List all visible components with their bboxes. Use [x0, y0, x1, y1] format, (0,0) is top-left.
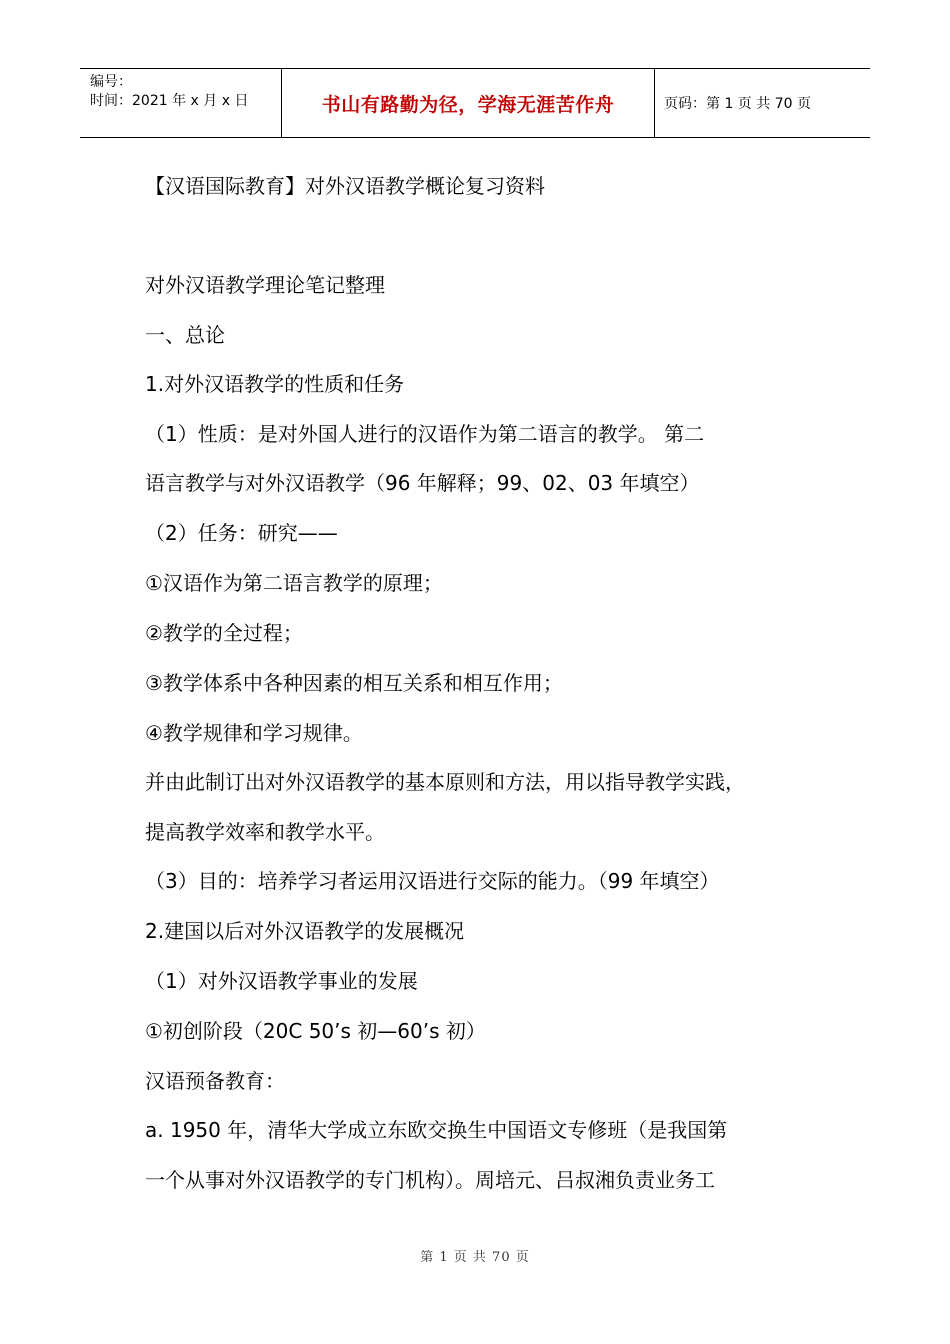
paragraph-line: （1）性质：是对外国人进行的汉语作为第二语言的教学。 第二 — [145, 422, 705, 446]
list-item: ①汉语作为第二语言教学的原理； — [145, 571, 443, 595]
paragraph-line: a. 1950 年，清华大学成立东欧交换生中国语文专修班（是我国第 — [145, 1118, 728, 1142]
header-page-cell — [655, 69, 870, 137]
paragraph-line: （2）任务：研究—— — [145, 521, 338, 545]
paragraph-line: （1）对外汉语教学事业的发展 — [145, 969, 418, 993]
list-item: ①初创阶段（20C 50’s 初—60’s 初） — [145, 1019, 486, 1043]
document-title: 【汉语国际教育】对外汉语教学概论复习资料 — [145, 174, 545, 198]
paragraph-line: 一个从事对外汉语教学的专门机构）。周培元、吕叔湘负责业务工 — [145, 1168, 715, 1192]
list-item: ②教学的全过程； — [145, 621, 303, 645]
date-label: 时间：2021 年 x 月 x 日 — [90, 93, 249, 109]
paragraph-line: 并由此制订出对外汉语教学的基本原则和方法，用以指导教学实践， — [145, 770, 745, 794]
document-header — [80, 68, 870, 138]
page-footer: 第 1 页 共 70 页 — [420, 1250, 530, 1265]
motto-text: 书山有路勤为径，学海无涯苦作舟 — [321, 93, 615, 116]
paragraph-line: 提高教学效率和教学水平。 — [145, 820, 385, 844]
paragraph-line: 语言教学与对外汉语教学（96 年解释；99、02、03 年填空） — [145, 471, 700, 495]
number-label: 编号： — [90, 74, 132, 90]
header-meta-cell — [80, 69, 281, 137]
subsection-heading: 2.建国以后对外汉语教学的发展概况 — [145, 919, 465, 943]
section-heading: 对外汉语教学理论笔记整理 — [145, 273, 385, 297]
subsection-heading: 1.对外汉语教学的性质和任务 — [145, 372, 405, 396]
page-info: 页码：第 1 页 共 70 页 — [664, 96, 811, 112]
chapter-heading: 一、总论 — [145, 323, 225, 347]
paragraph-line: （3）目的：培养学习者运用汉语进行交际的能力。（99 年填空） — [145, 869, 720, 893]
list-item: ③教学体系中各种因素的相互关系和相互作用； — [145, 671, 563, 695]
list-item: ④教学规律和学习规律。 — [145, 721, 363, 745]
paragraph-line: 汉语预备教育： — [145, 1069, 285, 1093]
header-motto-cell — [281, 69, 655, 137]
